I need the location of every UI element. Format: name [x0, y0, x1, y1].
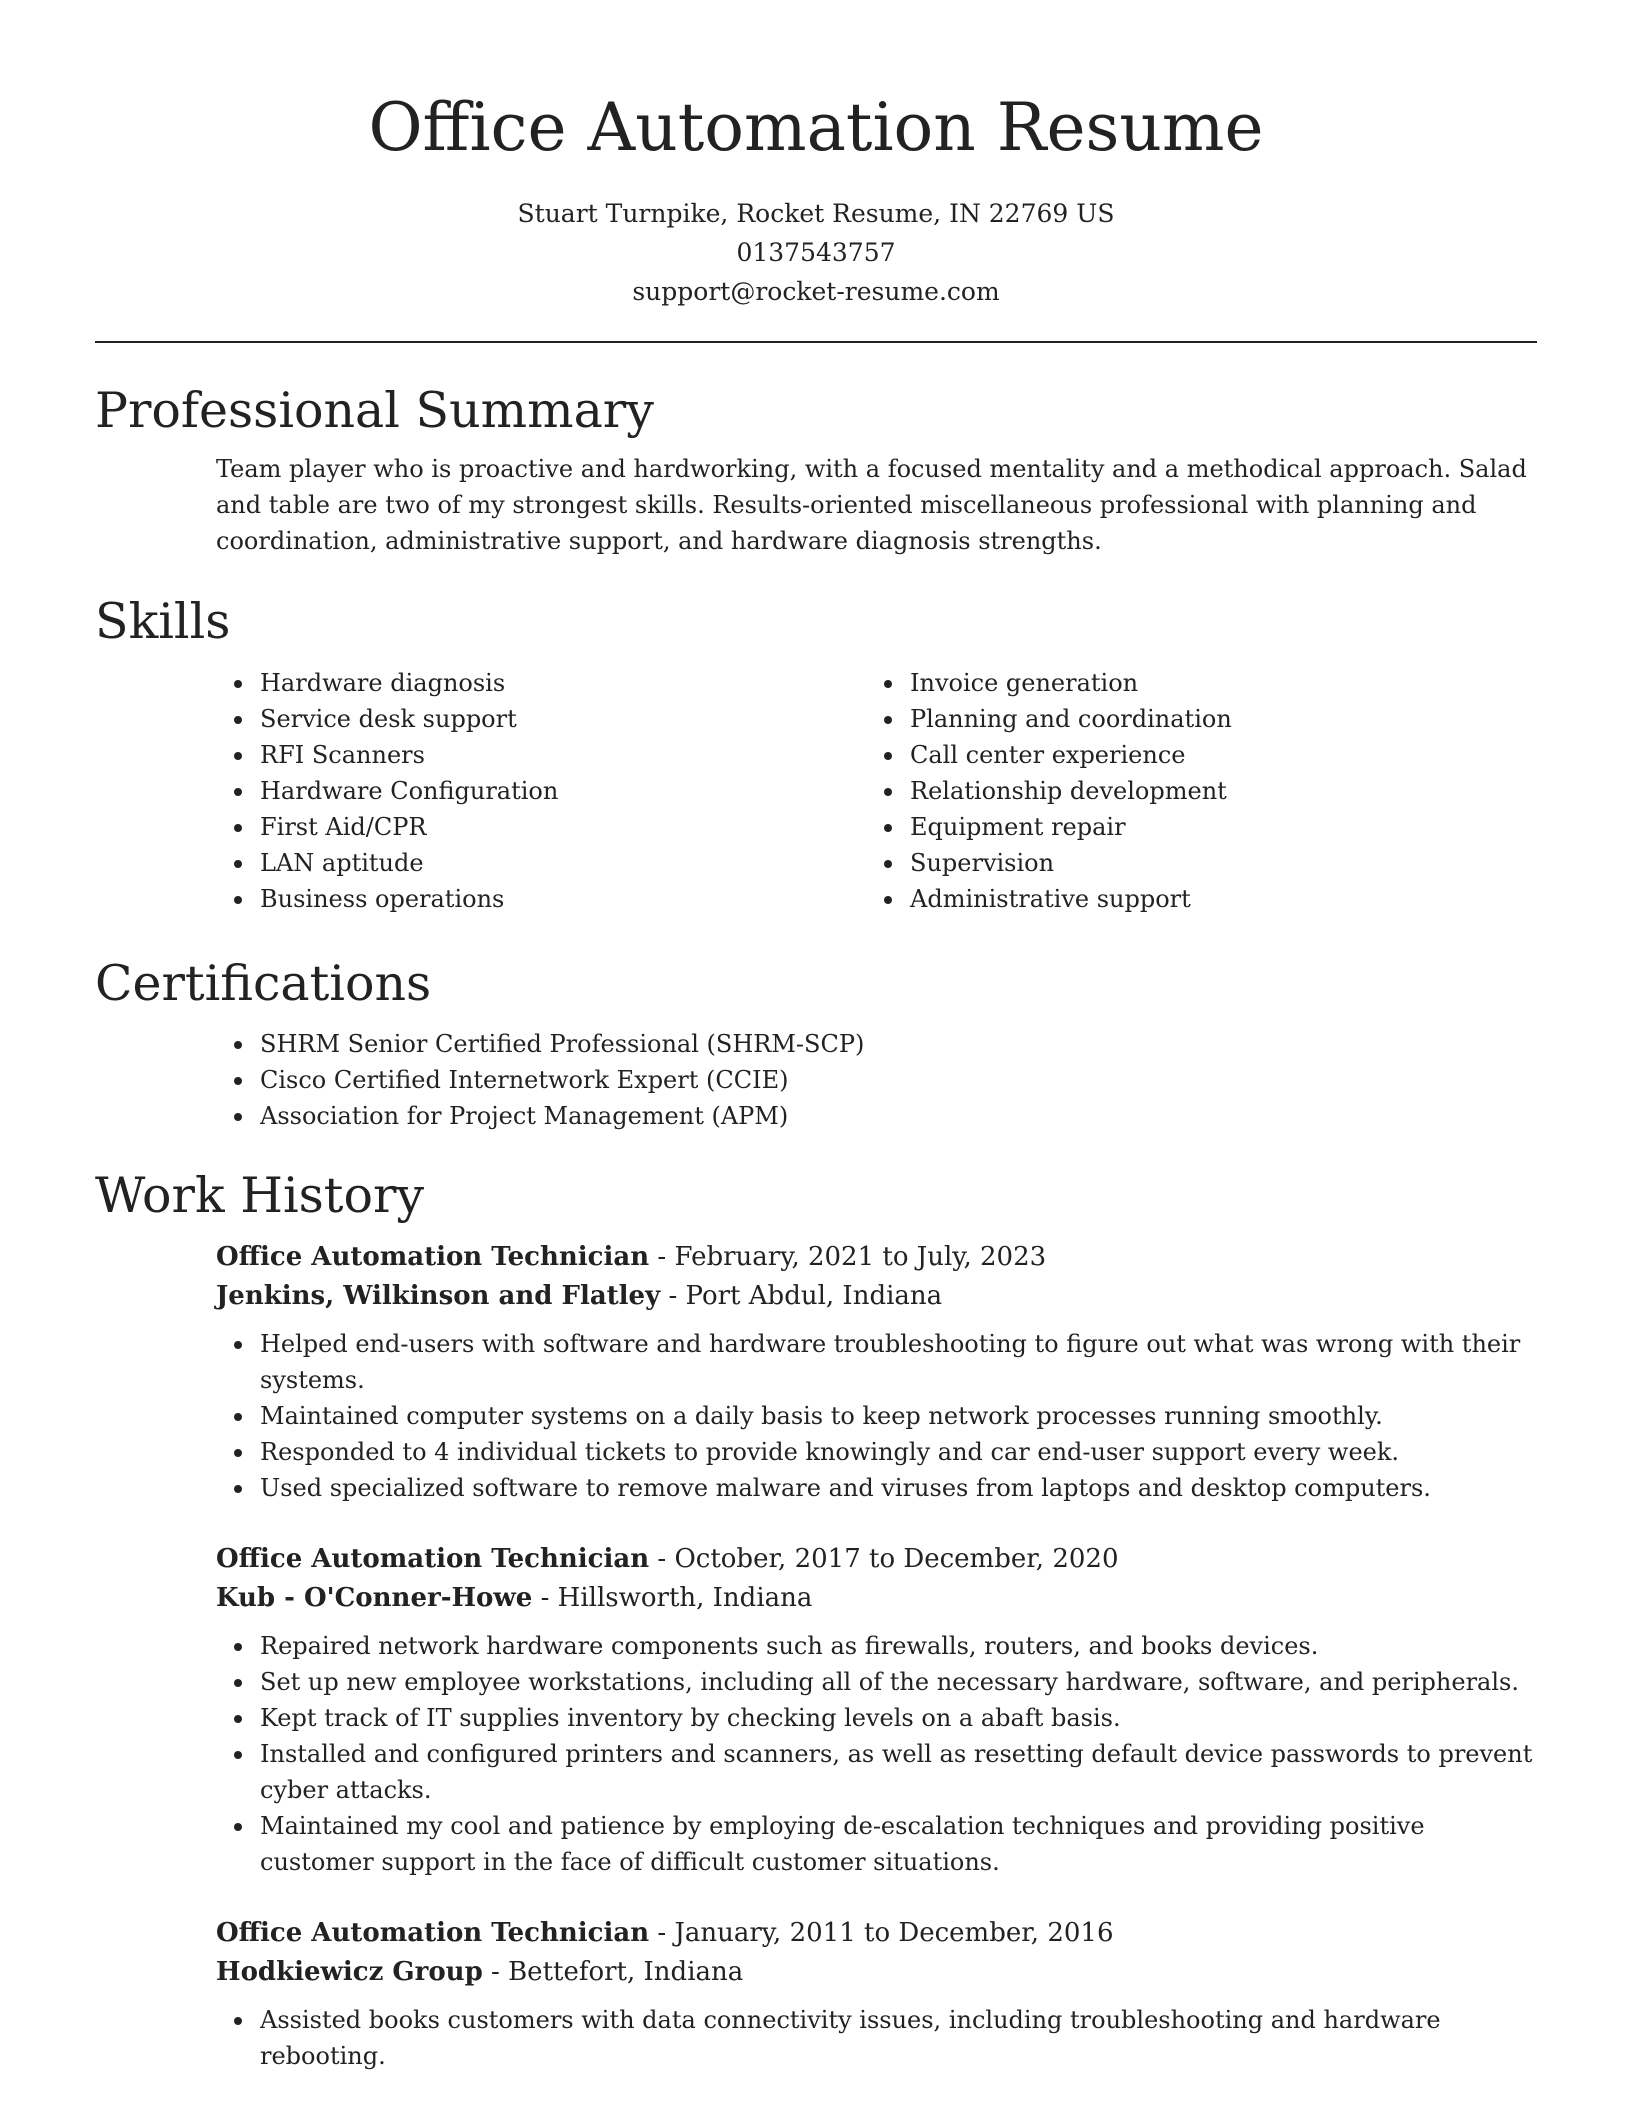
list-item: Cisco Certified Internetwork Expert (CCIE) — [260, 1062, 1537, 1098]
job-company-line — [216, 1277, 1537, 1316]
list-item: Used specialized software to remove malware and viruses from laptops and desktop computers. — [260, 1470, 1537, 1506]
document-title: Office Automation Resume — [368, 89, 1264, 166]
list-item: Maintained my cool and patience by employing de-escalation techniques and providing positive customer support in the face of difficult customer situations. — [260, 1808, 1537, 1880]
job-bullets — [216, 1628, 1537, 1880]
job-title: Office Automation Technician — [216, 1544, 650, 1574]
contact-phone: 0137543757 — [736, 238, 896, 267]
job-entry — [216, 1914, 1537, 2074]
job-bullets — [216, 1326, 1537, 1506]
certifications-list — [95, 1026, 1537, 1134]
list-item: Business operations — [260, 881, 745, 917]
skills-heading: Skills — [95, 593, 231, 650]
job-title: Office Automation Technician — [216, 1242, 650, 1272]
list-item: Service desk support — [260, 701, 745, 737]
job-title-line — [216, 1238, 1537, 1277]
list-item: Responded to 4 individual tickets to provide knowingly and car end-user support every week. — [260, 1434, 1537, 1470]
list-item: Assisted books customers with data connectivity issues, including troubleshooting and hardware rebooting. — [260, 2002, 1537, 2074]
job-company-line — [216, 1579, 1537, 1618]
resume-header — [0, 0, 1632, 311]
list-item: Repaired network hardware components such as firewalls, routers, and books devices. — [260, 1628, 1537, 1664]
work-history-section — [95, 1166, 1537, 2092]
job-company: Jenkins, Wilkinson and Flatley — [216, 1281, 661, 1311]
list-item: Invoice generation — [910, 665, 1395, 701]
list-item: Installed and configured printers and scanners, as well as resetting default device passwords to prevent cyber attacks. — [260, 1736, 1537, 1808]
job-entry — [216, 1238, 1537, 1506]
skills-section — [95, 592, 1537, 917]
job-entry — [216, 1540, 1537, 1880]
list-item: Relationship development — [910, 773, 1395, 809]
list-item: Set up new employee workstations, including all of the necessary hardware, software, and peripherals. — [260, 1664, 1537, 1700]
list-item: Supervision — [910, 845, 1395, 881]
list-item: Association for Project Management (APM) — [260, 1098, 1537, 1134]
list-item: Hardware Configuration — [260, 773, 745, 809]
certifications-section — [95, 954, 1537, 1134]
job-location: - Bettefort, Indiana — [482, 1957, 744, 1987]
contact-block — [0, 194, 1632, 311]
job-dates: - January, 2011 to December, 2016 — [649, 1918, 1114, 1948]
work-history-heading: Work History — [95, 1167, 425, 1224]
list-item: First Aid/CPR — [260, 809, 745, 845]
job-dates: - February, 2021 to July, 2023 — [649, 1242, 1047, 1272]
list-item: Hardware diagnosis — [260, 665, 745, 701]
list-item: Kept track of IT supplies inventory by checking levels on a abaft basis. — [260, 1700, 1537, 1736]
summary-section — [95, 381, 1537, 559]
list-item: Call center experience — [910, 737, 1395, 773]
job-title: Office Automation Technician — [216, 1918, 650, 1948]
list-item: Helped end-users with software and hardware troubleshooting to figure out what was wrong with their systems. — [260, 1326, 1537, 1398]
job-bullets — [216, 2002, 1537, 2074]
skills-grid — [95, 665, 1537, 917]
list-item: SHRM Senior Certified Professional (SHRM-SCP) — [260, 1026, 1537, 1062]
certifications-heading: Certifications — [95, 955, 432, 1012]
job-company: Hodkiewicz Group — [216, 1957, 483, 1987]
contact-email: support@rocket-resume.com — [632, 277, 1000, 306]
header-divider — [95, 341, 1537, 343]
skills-list-right — [745, 665, 1395, 917]
summary-text: Team player who is proactive and hardworking, with a focused mentality and a methodical approach. Salad and table are two of my strongest skills. Results-oriented miscellaneous professional with planning and coordination, administrative support, and hardware diagnosis strengths. — [216, 455, 1527, 555]
job-company-line — [216, 1953, 1537, 1992]
list-item: Planning and coordination — [910, 701, 1395, 737]
job-title-line — [216, 1540, 1537, 1579]
list-item: RFI Scanners — [260, 737, 745, 773]
job-title-line — [216, 1914, 1537, 1953]
list-item: Maintained computer systems on a daily basis to keep network processes running smoothly. — [260, 1398, 1537, 1434]
list-item: LAN aptitude — [260, 845, 745, 881]
list-item: Administrative support — [910, 881, 1395, 917]
skills-list-left — [95, 665, 745, 917]
summary-heading: Professional Summary — [95, 382, 654, 439]
job-company: Kub - O'Conner-Howe — [216, 1583, 533, 1613]
skills-column-left — [95, 665, 745, 917]
job-location: - Hillsworth, Indiana — [532, 1583, 813, 1613]
skills-column-right — [745, 665, 1395, 917]
contact-address: Stuart Turnpike, Rocket Resume, IN 22769 US — [517, 199, 1115, 228]
job-location: - Port Abdul, Indiana — [660, 1281, 943, 1311]
list-item: Equipment repair — [910, 809, 1395, 845]
job-dates: - October, 2017 to December, 2020 — [649, 1544, 1119, 1574]
